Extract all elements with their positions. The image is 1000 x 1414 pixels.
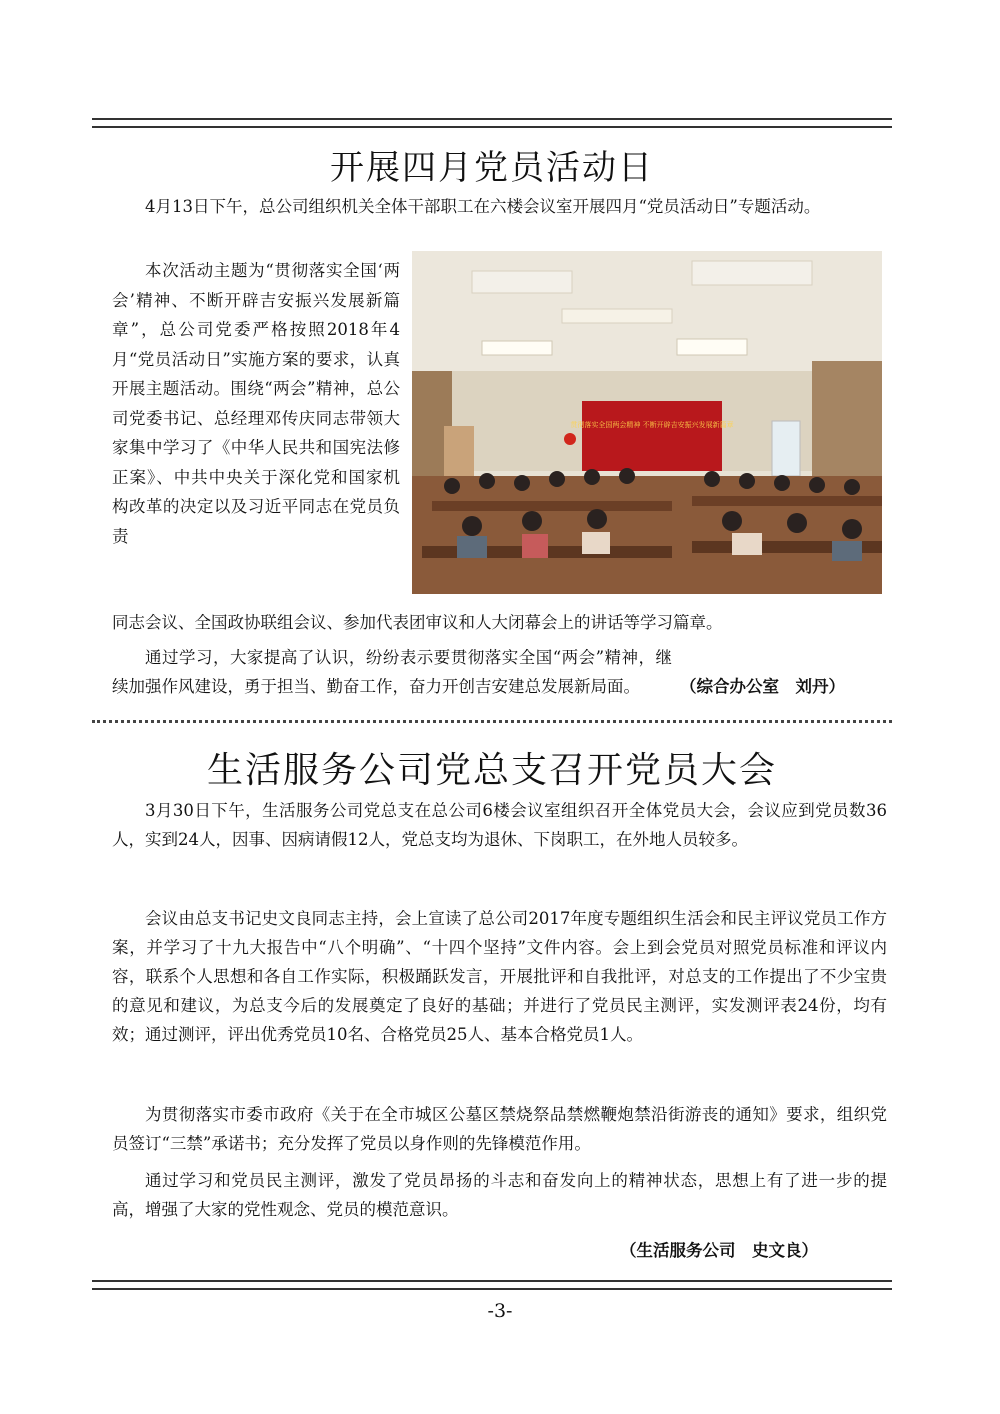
article1-intro-paragraph: 4月13日下午，总公司组织机关全体干部职工在六楼会议室开展四月“党员活动日”专题活动。 xyxy=(145,197,821,216)
meeting-room-photo xyxy=(412,251,882,594)
article2-signature: （生活服务公司 史文良） xyxy=(620,1241,818,1260)
article2-paragraph-3: 为贯彻落实市委市政府《关于在全市城区公墓区禁烧祭品禁燃鞭炮禁沿街游丧的通知》要求，组织党员签订“三禁”承诺书；充分发挥了党员以身作则的先锋模范作用。 xyxy=(112,1105,887,1153)
photo-banner-text: 贯彻落实全国两会精神 不断开辟吉安振兴发展新篇章 xyxy=(570,421,734,429)
article-separator xyxy=(92,720,892,723)
bottom-border-rule xyxy=(92,1280,892,1290)
article2-paragraph-4: 通过学习和党员民主测评，激发了党员昂扬的斗志和奋发向上的精神状态，思想上有了进一步的提高，增强了大家的党性观念、党员的模范意识。 xyxy=(112,1171,887,1219)
article1-signature: （综合办公室 刘丹） xyxy=(680,677,845,696)
article1-wrapped-paragraph: 本次活动主题为“贯彻落实全国‘两会’精神、不断开辟吉安振兴发展新篇章”，总公司党委严格按照2018年4月“党员活动日”实施方案的要求，认真开展主题活动。围绕“两会”精神，总公司党委书记、总经理邓传庆同志带领大家集中学习了《中华人民共和国宪法修正案》、中共中央关于深化党和国家机构改革的决定以及习近平同志在党员负责 xyxy=(112,261,400,546)
article1-title: 开展四月党员活动日 xyxy=(330,148,654,188)
article1-closing-paragraph: 通过学习，大家提高了认识，纷纷表示要贯彻落实全国“两会”精神，继续加强作风建设，勇于担当、勤奋工作，奋力开创吉安建总发展新局面。 xyxy=(112,648,672,696)
top-border-rule xyxy=(92,118,892,128)
article2-title: 生活服务公司党总支召开党员大会 xyxy=(206,750,777,791)
article2-paragraph-1: 3月30日下午，生活服务公司党总支在总公司6楼会议室组织召开全体党员大会，会议应到党员数36人，实到24人，因事、因病请假12人，党总支均为退休、下岗职工，在外地人员较多。 xyxy=(112,801,887,849)
page-number: -3- xyxy=(487,1300,513,1322)
article1-continued-paragraph: 同志会议、全国政协联组会议、参加代表团审议和人大闭幕会上的讲话等学习篇章。 xyxy=(112,613,723,632)
article2-paragraph-2: 会议由总支书记史文良同志主持，会上宣读了总公司2017年度专题组织生活会和民主评议党员工作方案，并学习了十九大报告中“八个明确”、“十四个坚持”文件内容。会上到会党员对照党员标准和评议内容，联系个人思想和各自工作实际，积极踊跃发言，开展批评和自我批评，对总支的工作提出了不少宝贵的意见和建议，为总支今后的发展奠定了良好的基础；并进行了党员民主测评，实发测评表24份，均有效；通过测评，评出优秀党员10名、合格党员25人、基本合格党员1人。 xyxy=(112,909,887,1044)
